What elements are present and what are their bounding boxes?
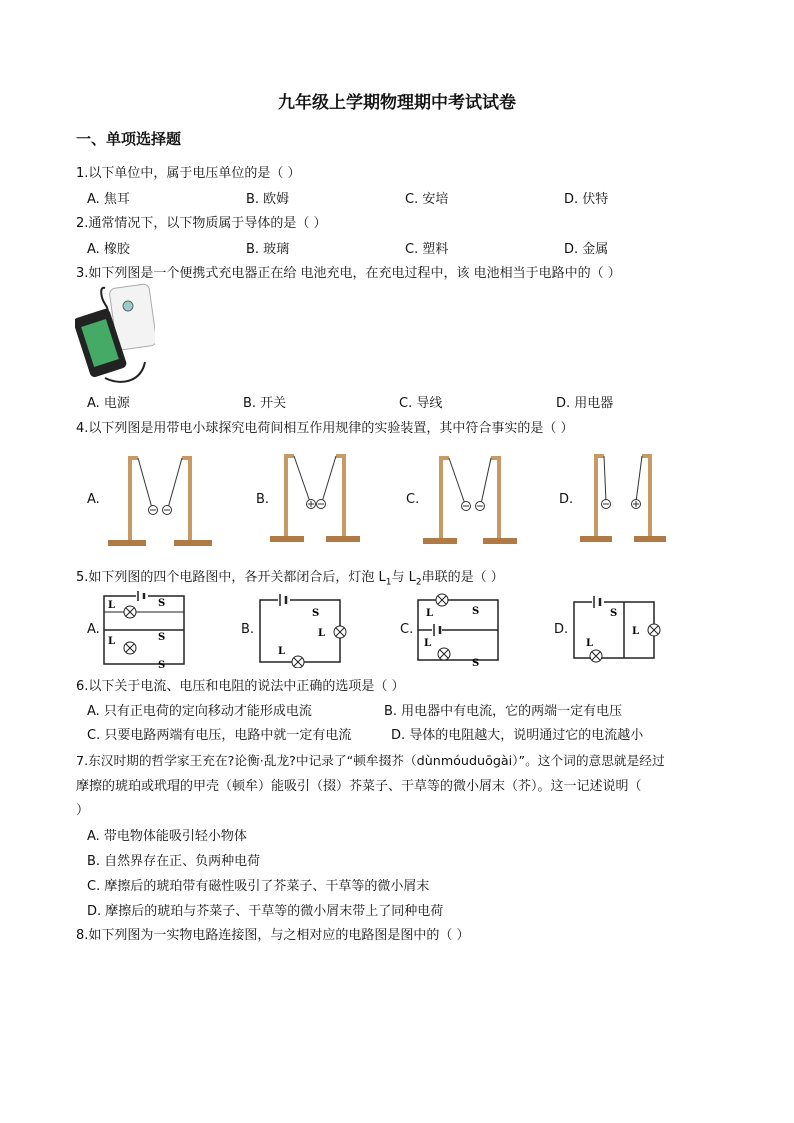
q5-circuit-d (570, 594, 664, 666)
svg-text:L: L (278, 646, 286, 657)
q2-option-b[interactable]: B. 玻璃 (246, 242, 290, 257)
question-4-stem: 4.以下列图是用带电小球探究电荷间相互作用规律的实验装置，其中符合事实的是（ ） (76, 421, 574, 436)
question-6-stem: 6.以下关于电流、电压和电阻的说法中正确的选项是（ ） (76, 679, 405, 694)
q1-option-a[interactable]: A. 焦耳 (87, 192, 130, 207)
q2-option-c[interactable]: C. 塑料 (405, 242, 449, 257)
question-5-stem: 5.如下列图的四个电路图中，各开关都闭合后，灯泡 $L_1$与 $L_2$串联的是（ ） (76, 570, 504, 588)
q2-option-a[interactable]: A. 橡胶 (87, 242, 130, 257)
charger-phone-image (75, 282, 155, 386)
q5-circuit-b (256, 592, 352, 668)
svg-text:S: S (312, 608, 320, 619)
q3-option-d[interactable]: D. 用电器 (556, 396, 614, 411)
q7-option-c[interactable]: C. 摩擦后的琥珀带有磁性吸引了芥菜子、干草等的微小屑末 (87, 879, 430, 894)
svg-text:L: L (108, 636, 116, 647)
q5-option-d[interactable]: D. (554, 622, 569, 637)
question-7-line-3: ） (76, 803, 90, 818)
q1-option-b[interactable]: B. 欧姆 (246, 192, 290, 207)
svg-text:S: S (158, 660, 166, 670)
q4-figure-c (423, 452, 517, 548)
q3-option-c[interactable]: C. 导线 (399, 396, 443, 411)
svg-text:L: L (426, 608, 434, 619)
question-7-line-2: 摩擦的琥珀或玳瑁的甲壳（顿牟）能吸引（掇）芥菜子、干草等的微小屑末（芥）。这一记述说明（ (76, 779, 642, 794)
q4-option-c[interactable]: C. (406, 492, 420, 507)
q7-option-a[interactable]: A. 带电物体能吸引轻小物体 (87, 829, 247, 844)
q5-circuit-c (414, 590, 504, 668)
svg-text:L: L (632, 626, 640, 637)
q3-option-a[interactable]: A. 电源 (87, 396, 130, 411)
svg-text:S: S (472, 606, 480, 617)
page-title: 九年级上学期物理期中考试试卷 (278, 93, 516, 113)
q5-option-c[interactable]: C. (400, 622, 414, 637)
q2-option-d[interactable]: D. 金属 (564, 242, 609, 257)
q6-option-a[interactable]: A. 只有正电荷的定向移动才能形成电流 (87, 704, 312, 719)
q5-option-b[interactable]: B. (241, 622, 255, 637)
q7-option-b[interactable]: B. 自然界存在正、负两种电荷 (87, 854, 261, 869)
svg-text:L: L (108, 600, 116, 611)
q4-figure-a (108, 452, 212, 550)
q4-option-d[interactable]: D. (559, 492, 574, 507)
q5-circuit-a (100, 590, 188, 670)
svg-text:L: L (424, 638, 432, 649)
q4-option-b[interactable]: B. (256, 492, 270, 507)
svg-text:S: S (158, 598, 166, 609)
q5-option-a[interactable]: A. (87, 622, 100, 637)
q4-option-a[interactable]: A. (87, 492, 100, 507)
svg-text:L: L (318, 628, 326, 639)
svg-text:S: S (610, 608, 618, 619)
q6-option-d[interactable]: D. 导体的电阻越大，说明通过它的电流越小 (391, 728, 644, 743)
svg-text:S: S (158, 632, 166, 643)
svg-text:L: L (586, 638, 594, 649)
q1-option-c[interactable]: C. 安培 (405, 192, 449, 207)
q4-figure-b (270, 450, 360, 546)
question-8-stem: 8.如下列图为一实物电路连接图，与之相对应的电路图是图中的（ ） (76, 928, 470, 943)
svg-text:S: S (472, 658, 480, 668)
q6-option-c[interactable]: C. 只要电路两端有电压，电路中就一定有电流 (87, 728, 352, 743)
q3-option-b[interactable]: B. 开关 (243, 396, 287, 411)
section-heading: 一、单项选择题 (76, 130, 182, 148)
q4-figure-d (580, 450, 666, 546)
question-2-stem: 2.通常情况下，以下物质属于导体的是（ ） (76, 216, 327, 231)
q6-option-b[interactable]: B. 用电器中有电流，它的两端一定有电压 (384, 704, 623, 719)
question-1-stem: 1.以下单位中，属于电压单位的是（ ） (76, 166, 301, 181)
q1-option-d[interactable]: D. 伏特 (564, 192, 609, 207)
q7-option-d[interactable]: D. 摩擦后的琥珀与芥菜子、干草等的微小屑末带上了同种电荷 (87, 904, 444, 919)
question-3-stem: 3.如下列图是一个便携式充电器正在给 电池充电，在充电过程中，该 电池相当于电路中的（ ） (76, 266, 621, 281)
question-7-line-1: 7.东汉时期的哲学家王充在?论衡·乱龙?中记录了“顿牟掇芥（dùnmóuduōgài）”。这个词的意思就是经过 (76, 753, 665, 768)
